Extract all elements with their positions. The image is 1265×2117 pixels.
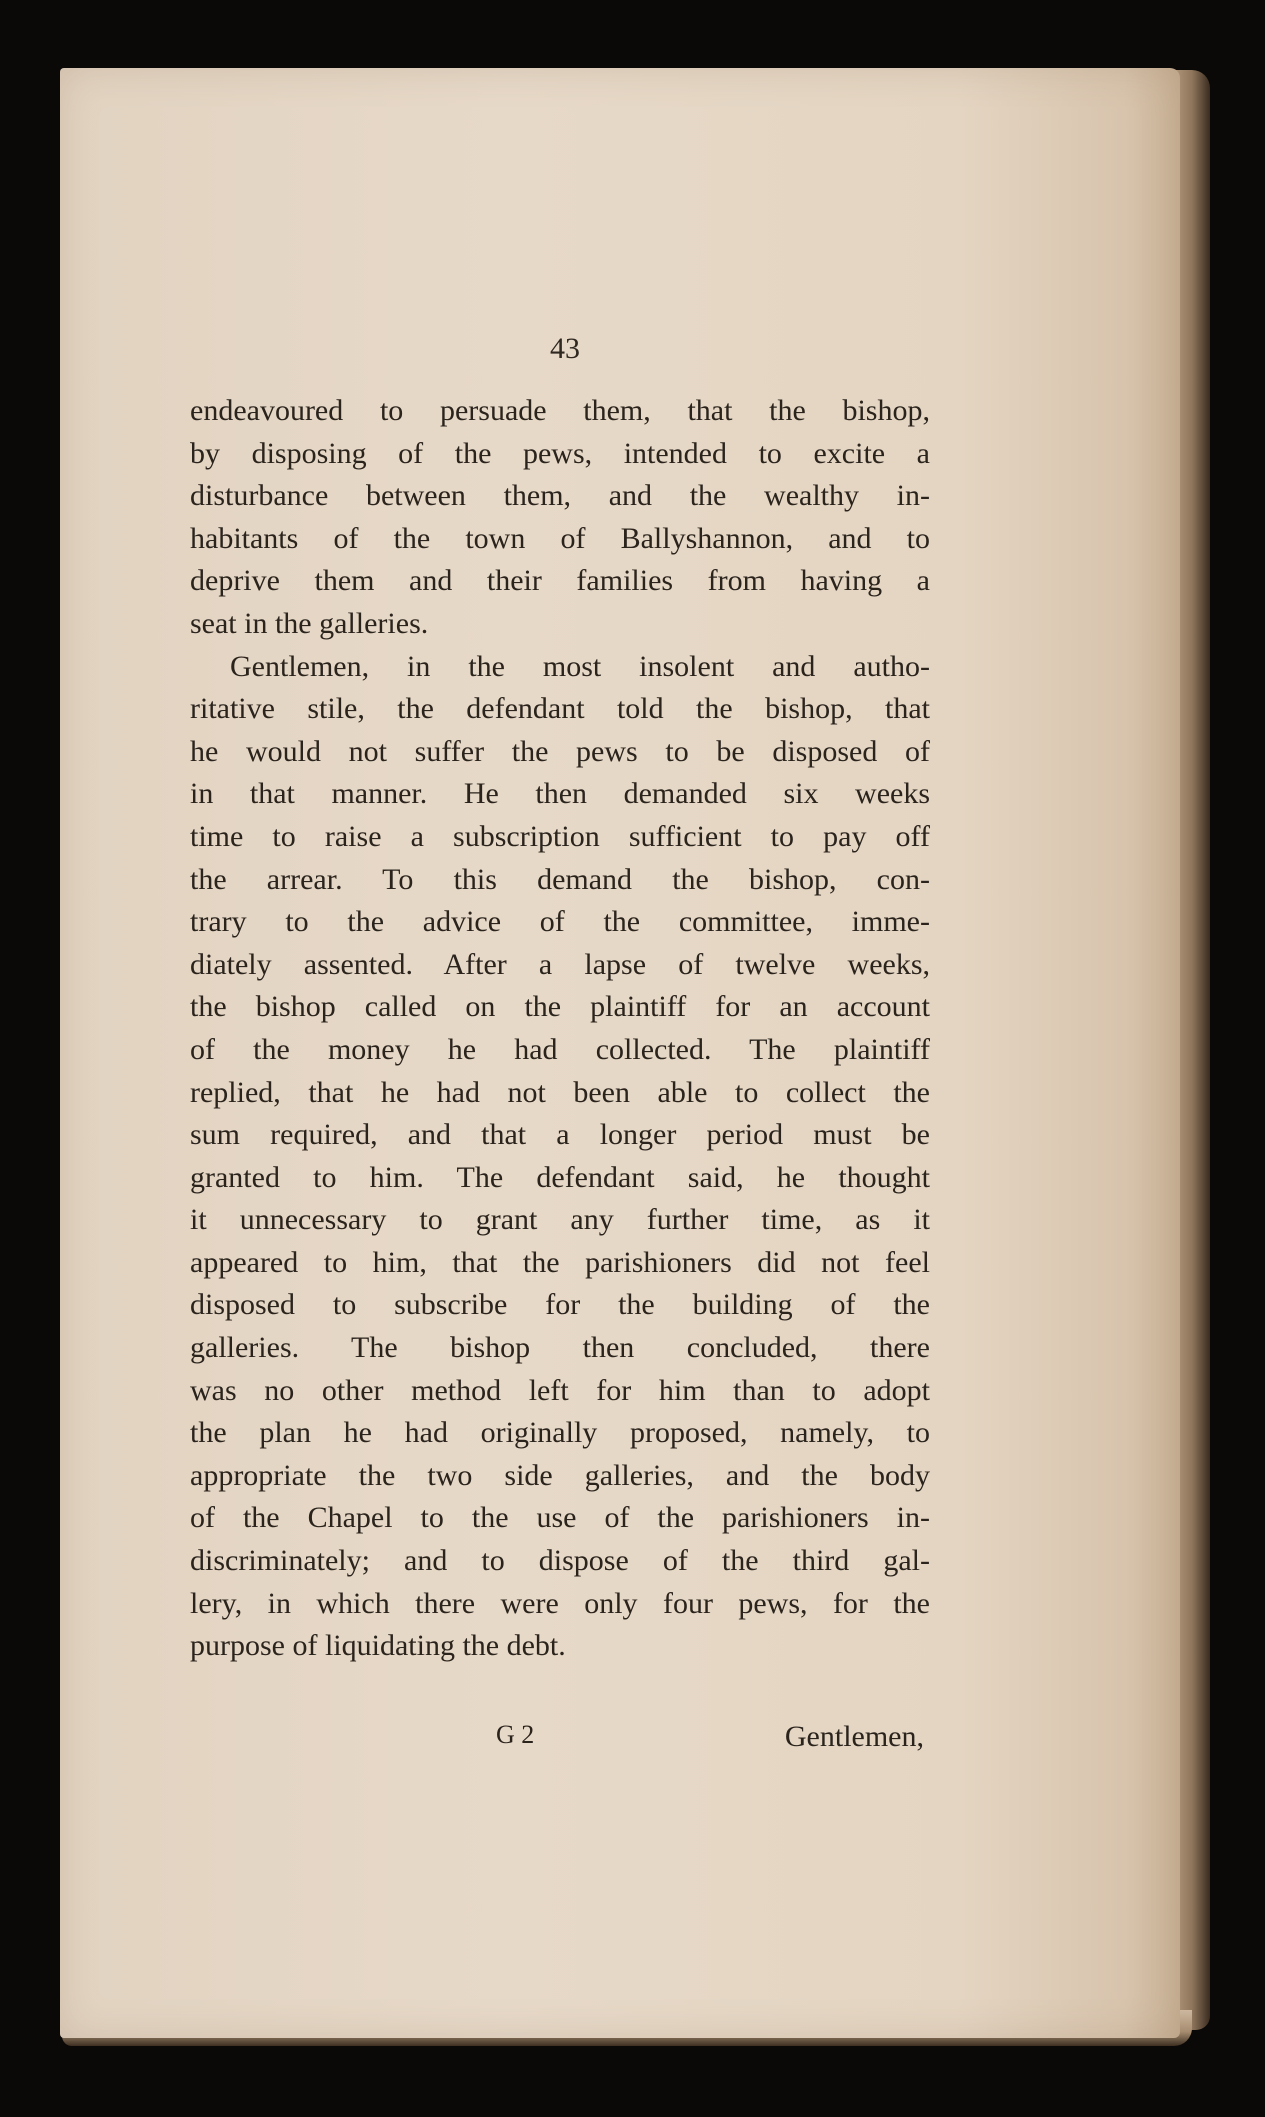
text-line: in that manner. He then demanded six weeks: [190, 777, 930, 811]
text-line: discriminately; and to dispose of the third gal-: [190, 1544, 930, 1578]
text-line: he would not suffer the pews to be disposed of: [190, 734, 930, 768]
text-line: trary to the advice of the committee, imme-: [190, 905, 930, 939]
text-line: habitants of the town of Ballyshannon, and to: [190, 521, 930, 555]
text-line: Gentlemen, in the most insolent and autho-: [230, 649, 930, 683]
text-line: galleries. The bishop then concluded, there: [190, 1331, 930, 1365]
page-number: 43: [550, 332, 580, 365]
text-line: it unnecessary to grant any further time, as it: [190, 1203, 930, 1237]
text-line: of the Chapel to the use of the parishioners in-: [190, 1501, 930, 1535]
text-line: was no other method left for him than to adopt: [190, 1373, 930, 1407]
text-line: deprive them and their families from having a: [190, 564, 930, 598]
text-line: of the money he had collected. The plaintiff: [190, 1032, 930, 1066]
text-line: replied, that he had not been able to collect the: [190, 1075, 930, 1109]
text-line: appeared to him, that the parishioners did not feel: [190, 1245, 930, 1279]
catchword: Gentlemen,: [784, 1720, 924, 1753]
text-line: sum required, and that a longer period must be: [190, 1118, 930, 1152]
text-line: lery, in which there were only four pews, for the: [190, 1586, 930, 1620]
text-line: by disposing of the pews, intended to excite a: [190, 436, 930, 470]
text-line: endeavoured to persuade them, that the bishop,: [190, 394, 930, 427]
text-line: time to raise a subscription sufficient to pay off: [190, 819, 930, 853]
text-line: granted to him. The defendant said, he thought: [190, 1160, 930, 1194]
text-line: ritative stile, the defendant told the bishop, that: [190, 692, 930, 726]
text-line: purpose of liquidating the debt.: [190, 1629, 566, 1663]
text-line: diately assented. After a lapse of twelve weeks,: [190, 947, 930, 981]
signature-mark: G 2: [496, 1720, 535, 1749]
text-line: the plan he had originally proposed, namely, to: [190, 1416, 930, 1450]
text-lines: [190, 390, 930, 1668]
text-line: appropriate the two side galleries, and the body: [190, 1458, 930, 1492]
text-line: disposed to subscribe for the building of the: [190, 1288, 930, 1322]
text-line: seat in the galleries.: [190, 606, 429, 640]
text-line: the bishop called on the plaintiff for an account: [190, 990, 930, 1024]
text-line: disturbance between them, and the wealthy in-: [190, 479, 930, 513]
text-line: the arrear. To this demand the bishop, con-: [190, 862, 930, 896]
